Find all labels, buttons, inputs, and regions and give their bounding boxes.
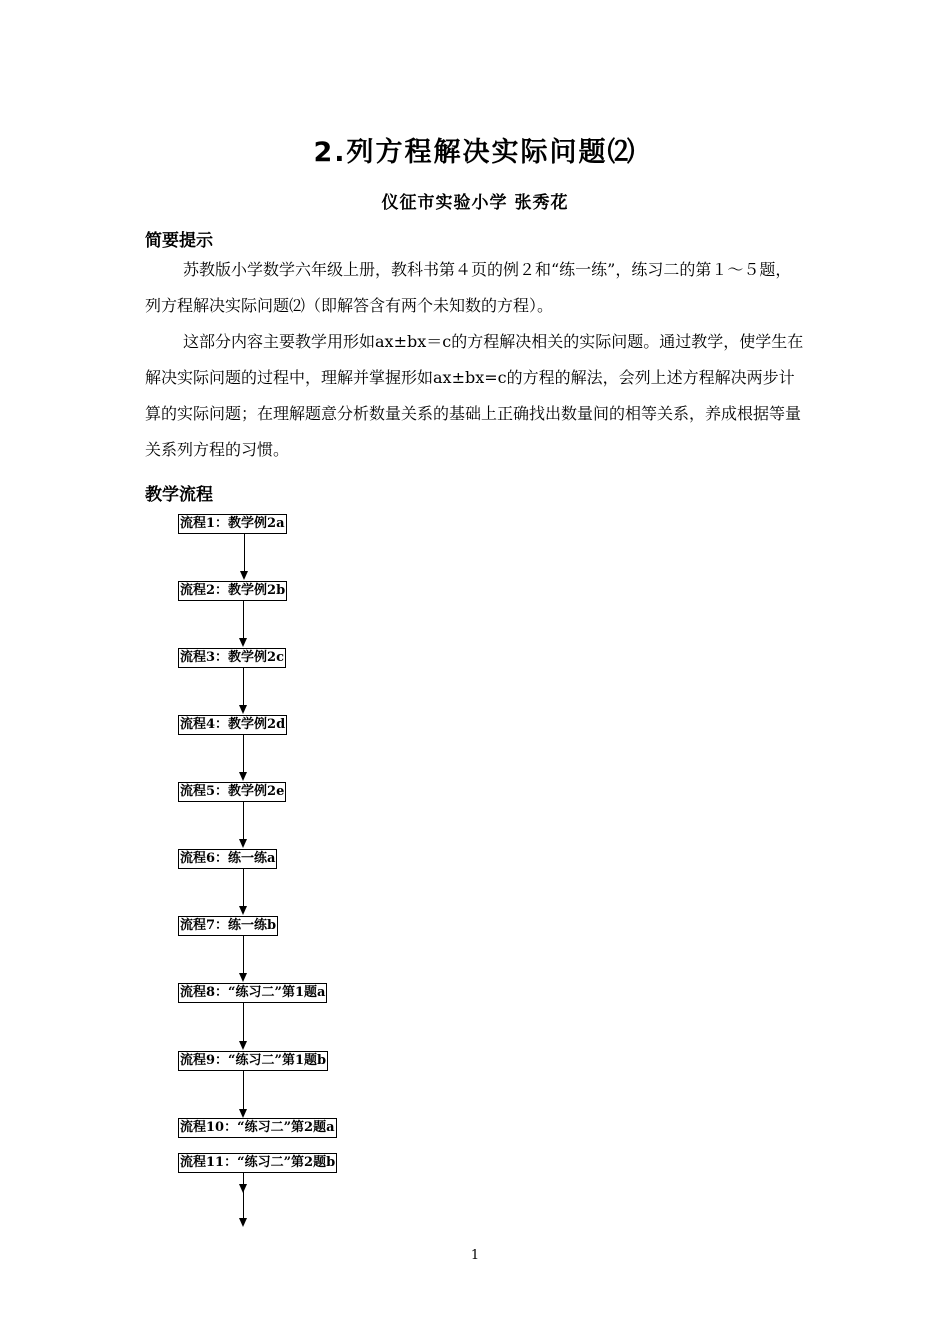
arrow-head-icon xyxy=(239,1218,247,1227)
arrow-head-icon xyxy=(239,1109,247,1118)
document-title: 2.列方程解决实际问题⑵ xyxy=(313,137,637,168)
flow-step-3: 流程3：教学例2c xyxy=(178,648,286,668)
flow-arrow-3 xyxy=(243,668,244,705)
summary-heading: 简要提示 xyxy=(145,231,213,251)
flow-step-5: 流程5：教学例2e xyxy=(178,782,286,802)
page-number: 1 xyxy=(470,1248,480,1263)
arrow-head-icon xyxy=(239,772,247,781)
flow-step-7: 流程7：练一练b xyxy=(178,916,278,936)
arrow-head-icon xyxy=(239,1041,247,1050)
arrow-head-icon xyxy=(239,839,247,848)
flow-arrow-4 xyxy=(243,735,244,772)
flow-step-4: 流程4：教学例2d xyxy=(178,715,287,735)
flow-arrow-1 xyxy=(244,534,245,571)
flow-step-1: 流程1：教学例2a xyxy=(178,514,287,534)
flow-step-2: 流程2：教学例2b xyxy=(178,581,287,601)
flow-arrow-11b xyxy=(243,1190,244,1218)
flow-arrow-5 xyxy=(243,802,244,839)
arrow-head-icon xyxy=(240,571,248,580)
flow-arrow-7 xyxy=(243,936,244,973)
flow-step-10: 流程10：“练习二”第2题a xyxy=(178,1118,337,1138)
flow-arrow-6 xyxy=(243,869,244,906)
flow-heading: 教学流程 xyxy=(145,485,213,505)
author-line: 仪征市实验小学 张秀花 xyxy=(381,193,569,213)
flow-arrow-2 xyxy=(243,601,244,638)
flow-arrow-9 xyxy=(243,1071,244,1109)
arrow-head-icon xyxy=(239,705,247,714)
summary-paragraph-2: 这部分内容主要教学用形如ax±bx＝c的方程解决相关的实际问题。通过教学，使学生在解决实际问题的过程中，理解并掌握形如ax±bx=c的方程的解法，会列上述方程解决两步计算的实际问题；在理解题意分析数量关系的基础上正确找出数量间的相等关系，养成根据等量关系列方程的习惯。 xyxy=(145,332,804,459)
arrow-head-icon xyxy=(239,973,247,982)
flow-step-11: 流程11：“练习二”第2题b xyxy=(178,1153,337,1173)
flow-arrow-8 xyxy=(243,1003,244,1041)
summary-paragraph-1: 苏教版小学数学六年级上册，教科书第４页的例２和“练一练”，练习二的第１～５题，列方程解决实际问题⑵（即解答含有两个未知数的方程）。 xyxy=(145,260,792,315)
flow-step-6: 流程6：练一练a xyxy=(178,849,277,869)
flow-step-9: 流程9：“练习二”第1题b xyxy=(178,1051,328,1071)
arrow-head-icon xyxy=(239,906,247,915)
arrow-head-icon xyxy=(239,638,247,647)
flow-step-8: 流程8：“练习二”第1题a xyxy=(178,983,327,1003)
